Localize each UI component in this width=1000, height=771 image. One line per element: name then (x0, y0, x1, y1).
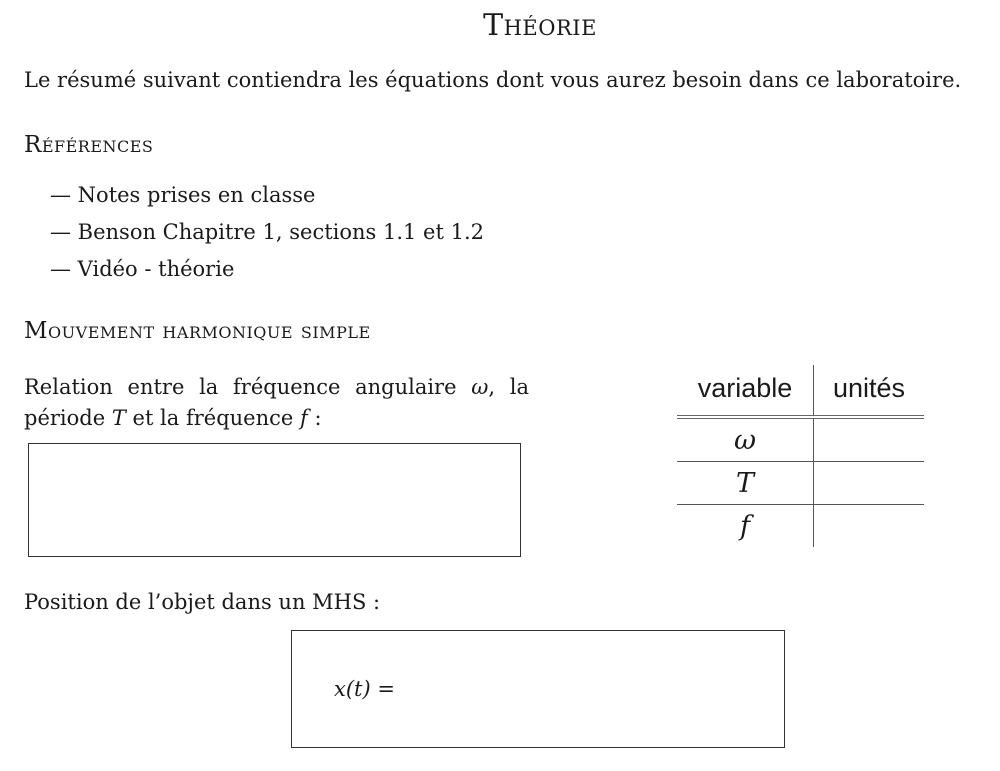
units-cell-frequency[interactable] (814, 505, 925, 548)
header-variable: variable (677, 365, 814, 417)
table-row (677, 462, 924, 505)
position-expression: x(t) = (334, 677, 395, 701)
omega-symbol: ω (471, 375, 489, 399)
period-symbol: T (111, 406, 126, 430)
relation-text-part1: Relation entre la fréquence angulaire (24, 375, 472, 399)
reference-item-video: — Vidéo - théorie (50, 257, 235, 281)
page-title: Théorie (483, 8, 597, 43)
position-answer-box[interactable] (291, 630, 785, 748)
mhs-heading: Mouvement harmonique simple (24, 318, 371, 344)
variable-cell-period: T (677, 462, 814, 505)
references-list (50, 180, 484, 291)
header-units: unités (832, 372, 906, 403)
frequency-symbol: f (300, 406, 308, 430)
reference-item-notes: — Notes prises en classe (50, 183, 316, 207)
intro-paragraph: Le résumé suivant contiendra les équations dont vous aurez besoin dans ce laboratoire. (24, 68, 962, 92)
variable-cell-omega: ω (677, 417, 814, 462)
variable-cell-frequency: f (677, 505, 814, 548)
relation-text-part2: , la période (24, 375, 529, 430)
position-label: Position de l’objet dans un MHS : (24, 590, 381, 614)
table-header-row (677, 365, 924, 417)
relation-text (24, 372, 529, 434)
relation-answer-box[interactable] (28, 443, 521, 557)
relation-text-part3: et la fréquence (125, 406, 300, 430)
variables-table (677, 365, 924, 547)
relation-text-part4: : (307, 406, 322, 430)
units-cell-period[interactable] (814, 462, 925, 505)
reference-item-benson: — Benson Chapitre 1, sections 1.1 et 1.2 (50, 220, 484, 244)
table-row (677, 417, 924, 462)
references-heading: Références (24, 132, 154, 158)
units-cell-omega[interactable] (814, 417, 925, 462)
table-row (677, 505, 924, 548)
